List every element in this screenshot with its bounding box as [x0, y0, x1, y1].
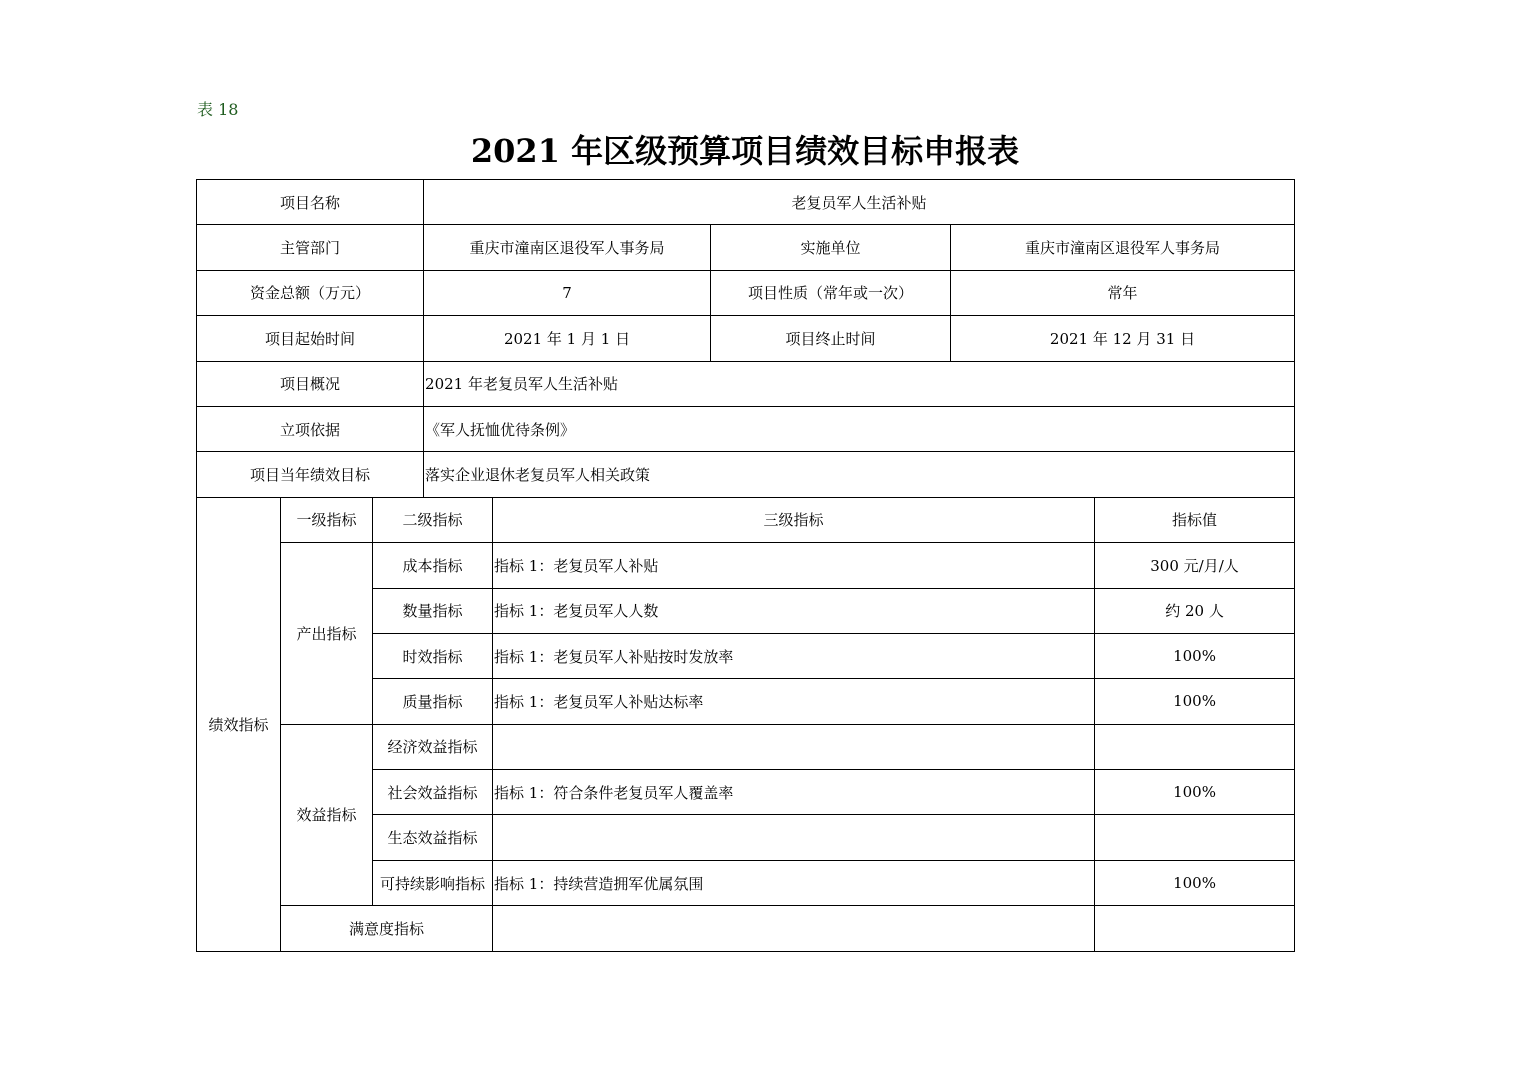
level3-cell: 指标 1：老复员军人补贴: [493, 543, 1095, 588]
level2-cell: 经济效益指标: [373, 724, 493, 769]
header-level2: 二级指标: [373, 497, 493, 542]
row-satisfaction: [197, 906, 1295, 951]
project-nature-value: 常年: [951, 270, 1295, 315]
table-row: [197, 543, 1295, 588]
row-indicator-header: [197, 497, 1295, 542]
level2-cell: 可持续影响指标: [373, 860, 493, 905]
indicator-value-cell: [1095, 906, 1295, 951]
level2-cell: 生态效益指标: [373, 815, 493, 860]
basis-label: 立项依据: [197, 406, 424, 451]
performance-label: 绩效指标: [197, 497, 281, 951]
row-time: [197, 316, 1295, 361]
level2-cell: 社会效益指标: [373, 770, 493, 815]
row-annual-goal: [197, 452, 1295, 497]
level3-cell: 指标 1：老复员军人补贴达标率: [493, 679, 1095, 724]
output-indicator-label: 产出指标: [281, 543, 373, 725]
overview-value: 2021 年老复员军人生活补贴: [424, 361, 1295, 406]
level3-cell: [493, 815, 1095, 860]
row-department: [197, 225, 1295, 270]
benefit-indicator-label: 效益指标: [281, 724, 373, 906]
level3-cell: 指标 1：老复员军人人数: [493, 588, 1095, 633]
indicator-value-cell: 300 元/月/人: [1095, 543, 1295, 588]
level3-cell: [493, 906, 1095, 951]
row-funds: [197, 270, 1295, 315]
implementer-label: 实施单位: [711, 225, 951, 270]
level3-cell: 指标 1：持续营造拥军优属氛围: [493, 860, 1095, 905]
department-value: 重庆市潼南区退役军人事务局: [424, 225, 711, 270]
indicator-value-cell: 100%: [1095, 633, 1295, 678]
indicator-value-cell: 100%: [1095, 770, 1295, 815]
indicator-value-cell: 约 20 人: [1095, 588, 1295, 633]
row-project-name: [197, 180, 1295, 225]
header-level3: 三级指标: [493, 497, 1095, 542]
indicator-value-cell: [1095, 815, 1295, 860]
level3-cell: 指标 1：老复员军人补贴按时发放率: [493, 633, 1095, 678]
implementer-value: 重庆市潼南区退役军人事务局: [951, 225, 1295, 270]
annual-goal-label: 项目当年绩效目标: [197, 452, 424, 497]
project-name-value: 老复员军人生活补贴: [424, 180, 1295, 225]
header-level1: 一级指标: [281, 497, 373, 542]
project-name-label: 项目名称: [197, 180, 424, 225]
level3-cell: [493, 724, 1095, 769]
level2-cell: 数量指标: [373, 588, 493, 633]
table-number-label: 表 18: [197, 100, 239, 119]
indicator-value-cell: [1095, 724, 1295, 769]
end-time-value: 2021 年 12 月 31 日: [951, 316, 1295, 361]
row-overview: [197, 361, 1295, 406]
start-time-value: 2021 年 1 月 1 日: [424, 316, 711, 361]
indicator-value-cell: 100%: [1095, 860, 1295, 905]
performance-target-table: [196, 179, 1295, 952]
total-funds-label: 资金总额（万元）: [197, 270, 424, 315]
page-title: 2021 年区级预算项目绩效目标申报表: [470, 132, 1020, 170]
overview-label: 项目概况: [197, 361, 424, 406]
header-value: 指标值: [1095, 497, 1295, 542]
basis-value: 《军人抚恤优待条例》: [424, 406, 1295, 451]
annual-goal-value: 落实企业退休老复员军人相关政策: [424, 452, 1295, 497]
level2-cell: 时效指标: [373, 633, 493, 678]
level2-cell: 成本指标: [373, 543, 493, 588]
start-time-label: 项目起始时间: [197, 316, 424, 361]
row-basis: [197, 406, 1295, 451]
end-time-label: 项目终止时间: [711, 316, 951, 361]
satisfaction-indicator-label: 满意度指标: [281, 906, 493, 951]
total-funds-value: 7: [424, 270, 711, 315]
table-row: [197, 724, 1295, 769]
indicator-value-cell: 100%: [1095, 679, 1295, 724]
project-nature-label: 项目性质（常年或一次）: [711, 270, 951, 315]
level2-cell: 质量指标: [373, 679, 493, 724]
level3-cell: 指标 1：符合条件老复员军人覆盖率: [493, 770, 1095, 815]
department-label: 主管部门: [197, 225, 424, 270]
